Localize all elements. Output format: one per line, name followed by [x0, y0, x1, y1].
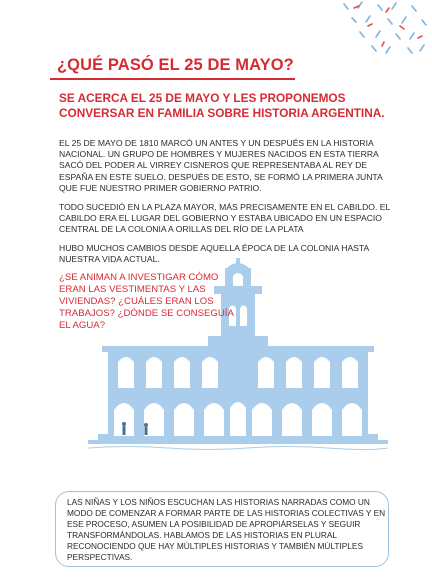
confetti-decoration — [292, 0, 432, 80]
paragraph-cabildo: TODO SUCEDIÓ EN LA PLAZA MAYOR, MÁS PRECISAMENTE EN EL CABILDO. EL CABILDO ERA EL LUGAR DEL GOBIERNO Y ESTABA UBICADO EN UN ESPACIO CENTRAL DE LA COLONIA A ORILLAS DEL RÍO DE LA PLATA — [59, 202, 390, 235]
title-underline — [50, 78, 295, 80]
question-prompt: ¿SE ANIMAN A INVESTIGAR CÓMO ERAN LAS VESTIMENTAS Y LAS VIVIENDAS? ¿CUÁLES ERAN LOS TRABAJOS? ¿DÓNDE SE CONSEGUÍA EL AGUA? — [59, 272, 234, 331]
subtitle: SE ACERCA EL 25 DE MAYO Y LES PROPONEMOS CONVERSAR EN FAMILIA SOBRE HISTORIA ARGENTINA. — [59, 91, 385, 120]
page-title: ¿QUÉ PASÓ EL 25 DE MAYO? — [57, 56, 294, 74]
paragraph-changes: HUBO MUCHOS CAMBIOS DESDE AQUELLA ÉPOCA DE LA COLONIA HASTA NUESTRA VIDA ACTUAL. — [59, 243, 369, 265]
note-text: LAS NIÑAS Y LOS NIÑOS ESCUCHAN LAS HISTORIAS NARRADAS COMO UN MODO DE COMENZAR A FORMAR PARTE DE LAS HISTORIAS COLECTIVAS Y EN ESE PROCESO, ASUMEN LA POSIBILIDAD DE APROPIÁRSELAS Y SEGUIR TRANSFORMÁNDOLAS. HABLAMOS DE LAS HISTORIAS EN PLURAL RECONOCIENDO QUE HAY MÚLTIPLES HISTORIAS Y TAMBIÉN MÚLTIPLES PERSPECTIVAS. — [67, 497, 386, 562]
paragraph-history: EL 25 DE MAYO DE 1810 MARCÓ UN ANTES Y UN DESPUÉS EN LA HISTORIA NACIONAL. UN GRUPO DE HOMBRES Y MUJERES NACIDOS EN ESTA TIERRA SACÓ DEL PODER AL VIRREY CISNEROS QUE REPRESENTABA AL REY DE ESPAÑA EN ESTE SUELO. DESPUÉS DE ESTO, SE FORMÓ LA PRIMERA JUNTA QUE FUE NUESTRO PRIMER GOBIERNO PATRIO. — [59, 138, 383, 193]
